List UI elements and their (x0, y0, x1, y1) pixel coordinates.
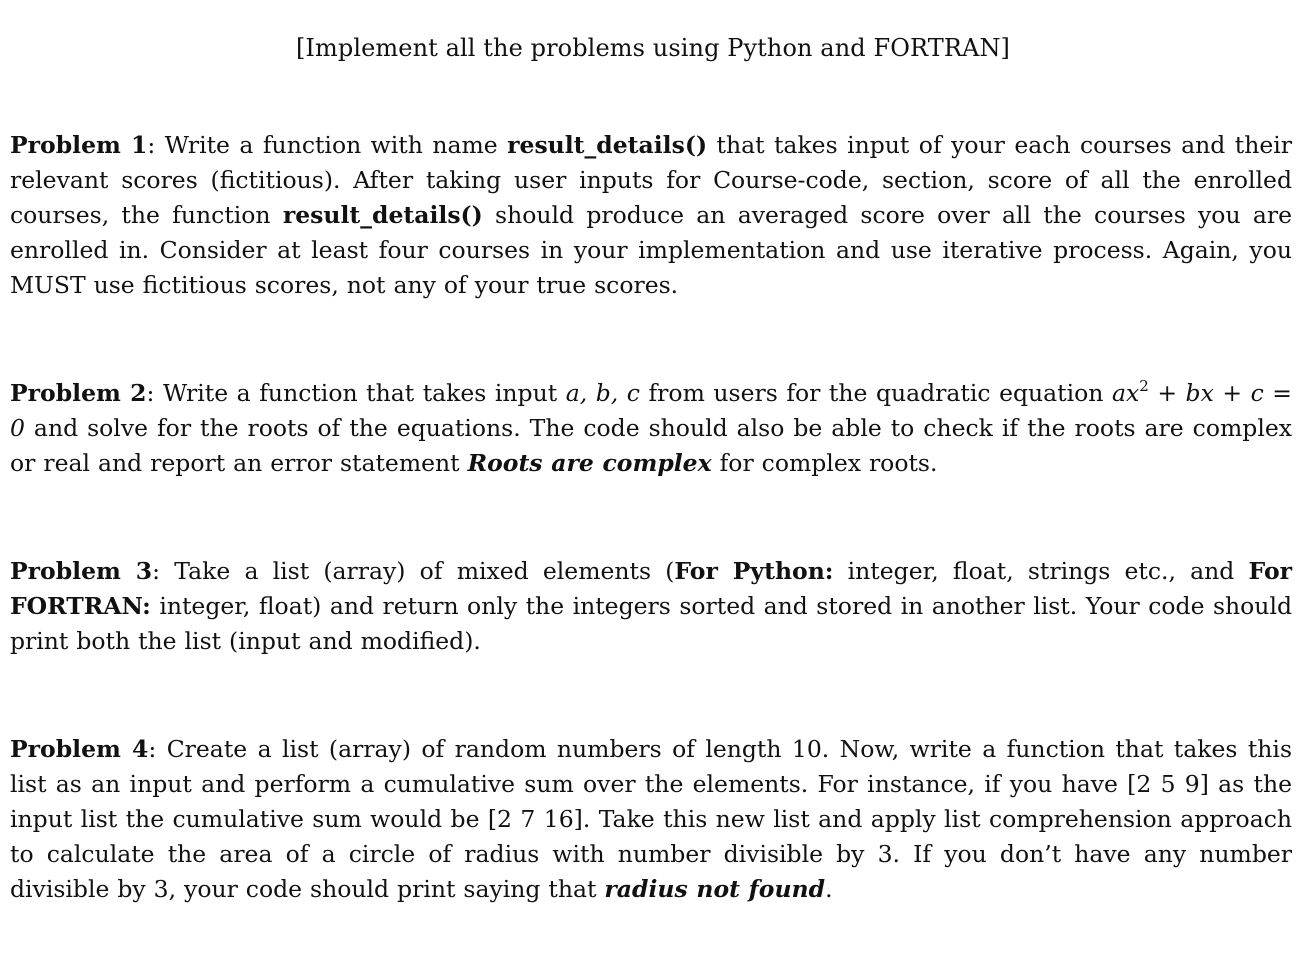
problem-2-label: Problem 2 (10, 379, 147, 407)
problem-4-text: . (825, 875, 833, 903)
problem-2-text: : Write a function that takes input (146, 379, 566, 407)
quadratic-remainder: + bx + c = 0 (10, 379, 1292, 442)
problem-2-text: from users for the quadratic equation (639, 379, 1112, 407)
problem-4-label: Problem 4 (10, 735, 149, 763)
problem-1-text: : Write a function with name (147, 131, 508, 159)
python-label: For Python: (674, 557, 834, 585)
problem-1-label: Problem 1 (10, 131, 148, 159)
problem-3 (10, 554, 1292, 659)
problem-2-text: and solve for the roots of the equations. The code should also be able to check if the roots are complex or real and report an error statement (10, 414, 1292, 477)
fortran-label: For FORTRAN: (10, 557, 1293, 620)
problem-1-function-name: result_details() (282, 201, 483, 229)
error-statement: Roots are complex (467, 449, 712, 477)
problem-4 (10, 732, 1292, 907)
document-heading: [Implement all the problems using Python and FORTRAN] (295, 34, 1011, 62)
problem-2-text: for complex roots. (711, 449, 938, 477)
problem-1 (10, 128, 1292, 303)
quadratic-exponent: 2 (1139, 377, 1149, 395)
problem-3-text: integer, float) and return only the integers sorted and stored in another list. Your code should print both the list (input and modified). (10, 592, 1292, 655)
problem-2 (10, 376, 1292, 481)
problem-4-text: : Create a list (array) of random numbers of length 10. Now, write a function that takes this list as an input and perform a cumulative sum over the elements. For instance, if you have [2 5 9] as the input list the cumulative sum would be [2 7 16]. Take this new list and apply list comprehension approach to calculate the area of a circle of radius with number divisible by 3. If you don’t have any number divisible by 3, your code should print saying that (10, 735, 1293, 903)
radius-not-found-message: radius not found (604, 875, 826, 903)
problem-2-variables: a, b, c (565, 379, 640, 407)
problem-3-text: integer, float, strings etc., and (833, 557, 1249, 585)
problem-1-function-name: result_details() (507, 131, 708, 159)
problem-3-label: Problem 3 (10, 557, 153, 585)
problem-1-text: that takes input of your each courses and their relevant scores (fictitious). After taking user inputs for Course-code, section, score of all the enrolled courses, the function (10, 131, 1292, 229)
problem-3-text: : Take a list (array) of mixed elements ( (152, 557, 675, 585)
problem-1-text: should produce an averaged score over all the courses you are enrolled in. Consider at least four courses in your implementation and use iterative process. Again, you MUST use fictitious scores, not any of your true scores. (10, 201, 1292, 299)
quadratic-term: ax (1111, 379, 1140, 407)
